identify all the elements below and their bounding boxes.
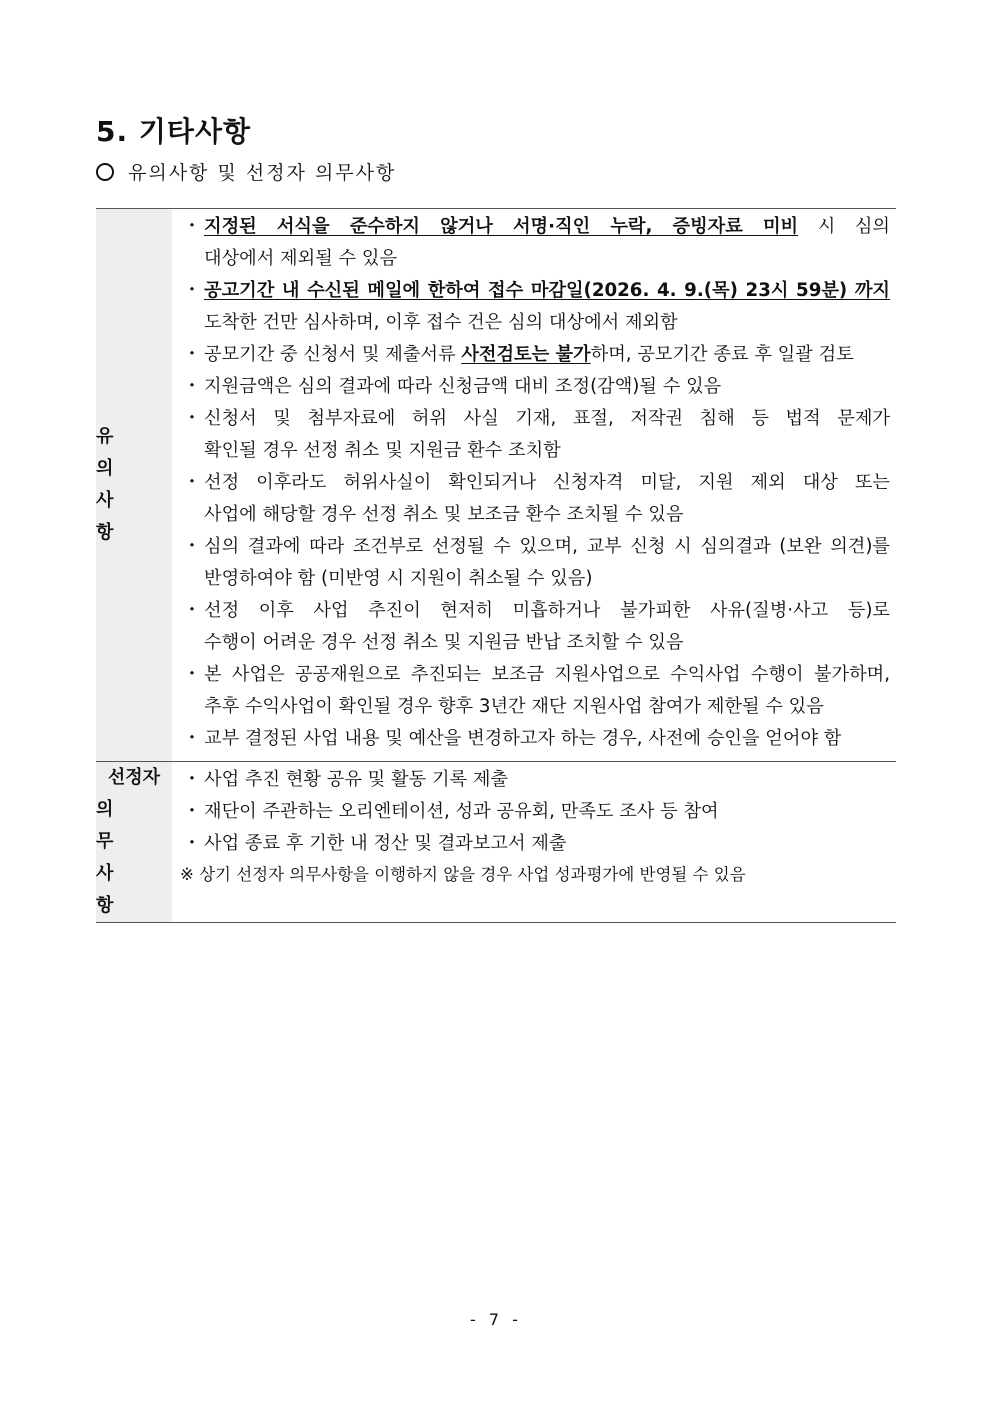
text-segment: 추후 수익사업이 확인될 경우 향후 3년간 재단 지원사업 참여가 제한될 수 있음 (204, 696, 824, 717)
bullet-icon: ・ (182, 216, 202, 237)
list-item-text (204, 211, 890, 275)
list-item (180, 764, 890, 796)
text-segment: 도착한 건만 심사하며, 이후 접수 건은 심의 대상에서 제외함 (204, 312, 678, 333)
duties-body (172, 762, 896, 922)
list-item (180, 659, 890, 723)
duties-row (96, 761, 896, 922)
text-line (204, 627, 890, 659)
subtitle (96, 158, 396, 185)
list-item-text (204, 764, 890, 796)
list-item-text (204, 796, 890, 828)
list-item-text (204, 467, 890, 531)
text-segment: 지원금액은 심의 결과에 따라 신청금액 대비 조정(감액)될 수 있음 (204, 376, 722, 397)
list-item-text (204, 371, 890, 403)
emphasized-text: 사전검토는 불가 (461, 344, 591, 365)
text-segment: 심의 결과에 따라 조건부로 선정될 수 있으며, 교부 신청 시 심의결과 (보완 의견)를 (204, 536, 890, 557)
notes-header-line2: 사 항 (96, 490, 136, 543)
bullet-icon: ・ (182, 769, 202, 790)
text-line: 재단이 주관하는 오리엔테이션, 성과 공유회, 만족도 조사 등 참여 (204, 801, 719, 822)
bullet-icon: ・ (182, 280, 202, 301)
list-item-text (204, 659, 890, 723)
list-item-text (204, 595, 890, 659)
text-segment: 확인될 경우 선정 취소 및 지원금 환수 조치함 (204, 440, 561, 461)
text-segment: 선정 이후 사업 추진이 현저히 미흡하거나 불가피한 사유(질병·사고 등)로 (204, 600, 890, 621)
text-line (204, 371, 890, 403)
list-item (180, 828, 890, 860)
list-item (180, 531, 890, 595)
text-line (204, 243, 890, 275)
text-line (204, 595, 890, 627)
text-segment: 하며, 공모기간 종료 후 일괄 검토 (590, 344, 854, 365)
bullet-icon: ・ (182, 664, 202, 685)
duties-header-line3: 사 항 (96, 863, 136, 916)
bullet-icon: ・ (182, 376, 202, 397)
text-segment: 본 사업은 공공재원으로 추진되는 보조금 지원사업으로 수익사업 수행이 불가하며, (204, 664, 890, 685)
bullet-icon: ・ (182, 344, 202, 365)
text-segment: 사업에 해당할 경우 선정 취소 및 보조금 환수 조치될 수 있음 (204, 504, 684, 525)
list-item (180, 796, 890, 828)
text-segment: 공모기간 중 신청서 및 제출서류 (204, 344, 462, 365)
circle-bullet-icon (96, 163, 114, 181)
bullet-icon: ・ (182, 801, 202, 822)
subtitle-text: 유의사항 및 선정자 의무사항 (128, 162, 397, 184)
bullet-icon: ・ (182, 600, 202, 621)
emphasized-text: 공고기간 내 수신된 메일에 한하여 접수 마감일(2026. 4. 9.(목) 23시 59분) 까지 (204, 280, 890, 301)
text-line (204, 659, 890, 691)
text-segment: 시 심의 (798, 216, 890, 237)
notes-row (96, 209, 896, 761)
bullet-icon: ・ (182, 408, 202, 429)
text-line: 사업 추진 현황 공유 및 활동 기록 제출 (204, 769, 509, 790)
list-item (180, 339, 890, 371)
emphasized-text: 지정된 서식을 준수하지 않거나 서명·직인 누락, 증빙자료 미비 (204, 216, 799, 237)
list-item-text (204, 723, 890, 755)
list-item (180, 275, 890, 339)
bullet-icon: ・ (182, 472, 202, 493)
duties-note: ※ 상기 선정자 의무사항을 이행하지 않을 경우 사업 성과평가에 반영될 수 있음 (180, 865, 746, 884)
text-line (204, 403, 890, 435)
text-segment: 반영하여야 함 (미반영 시 지원이 취소될 수 있음) (204, 568, 593, 589)
list-item-text (204, 339, 890, 371)
text-line (204, 339, 890, 371)
text-segment: 선정 이후라도 허위사실이 확인되거나 신청자격 미달, 지원 제외 대상 또는 (204, 472, 890, 493)
list-item-text (204, 403, 890, 467)
duties-header-line2: 의 무 (96, 799, 136, 852)
text-line (204, 499, 890, 531)
list-item (180, 403, 890, 467)
text-line: 사업 종료 후 기한 내 정산 및 결과보고서 제출 (204, 833, 567, 854)
text-line (204, 563, 890, 595)
text-line (204, 307, 890, 339)
notes-body (172, 209, 896, 761)
text-segment: 수행이 어려운 경우 선정 취소 및 지원금 반납 조치할 수 있음 (204, 632, 684, 653)
section-title: 5. 기타사항 (96, 115, 252, 148)
notes-header (96, 209, 172, 761)
list-item (180, 723, 890, 755)
text-line (204, 531, 890, 563)
text-line (204, 275, 890, 307)
duties-header (96, 762, 172, 922)
bullet-icon: ・ (182, 536, 202, 557)
bullet-icon: ・ (182, 833, 202, 854)
text-line (204, 467, 890, 499)
text-segment: 신청서 및 첨부자료에 허위 사실 기재, 표절, 저작권 침해 등 법적 문제가 (204, 408, 890, 429)
list-item-text (204, 828, 890, 860)
bullet-icon: ・ (182, 728, 202, 749)
page-number: - 7 - (470, 1310, 522, 1329)
notice-table (96, 208, 896, 923)
text-line (204, 211, 890, 243)
text-line (204, 435, 890, 467)
list-item (180, 371, 890, 403)
duties-header-line1: 선정자 (107, 767, 161, 788)
text-line (204, 723, 890, 755)
list-item-text (204, 531, 890, 595)
list-item (180, 211, 890, 275)
list-item-text (204, 275, 890, 339)
notes-header-line1: 유 의 (96, 426, 136, 479)
text-line (204, 691, 890, 723)
list-item (180, 467, 890, 531)
text-segment: 대상에서 제외될 수 있음 (204, 248, 398, 269)
text-segment: 교부 결정된 사업 내용 및 예산을 변경하고자 하는 경우, 사전에 승인을 얻어야 함 (204, 728, 842, 749)
list-item (180, 595, 890, 659)
